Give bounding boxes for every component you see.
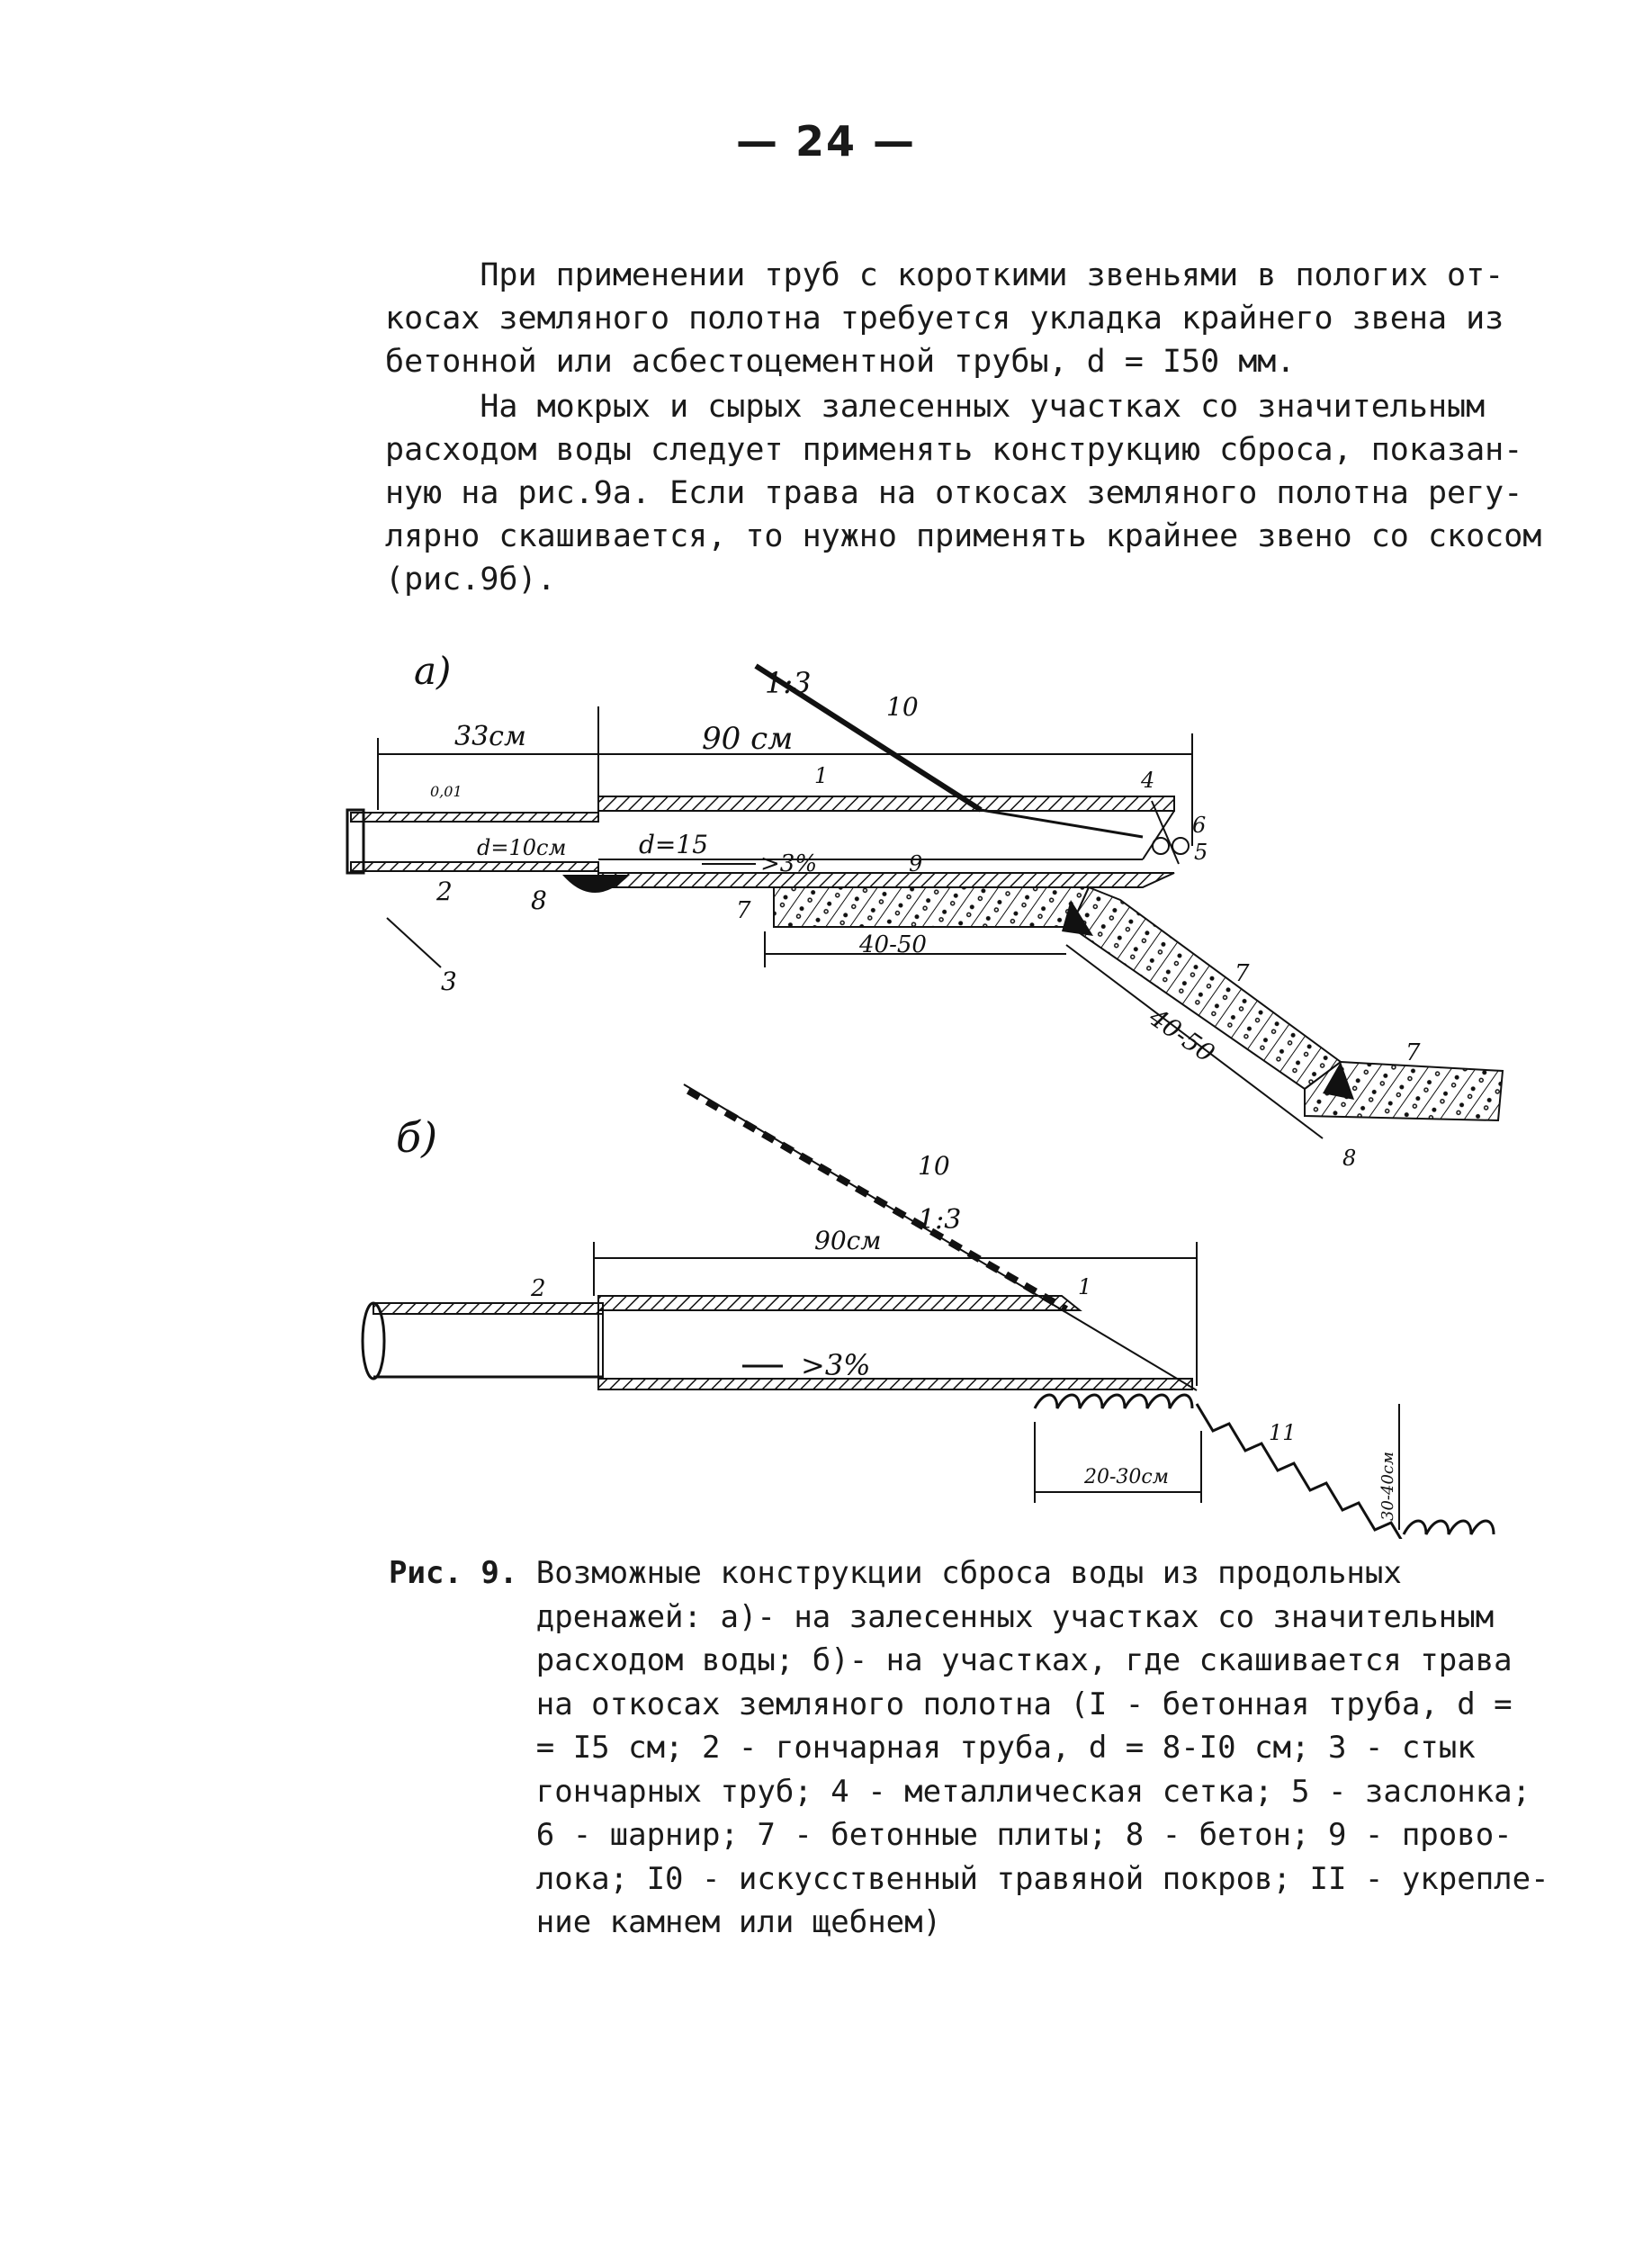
slope-label: 1:3 (765, 666, 812, 700)
dim-40-50-horizontal: 40-50 (859, 931, 927, 958)
page-number: — 24 — (735, 117, 917, 166)
dim-90: 90 см (702, 721, 794, 757)
d-left-label: d=10см (477, 835, 567, 860)
callout-1: 1 (814, 763, 829, 788)
callout-9: 9 (909, 851, 923, 877)
dim-20-30: 20-30см (1084, 1466, 1169, 1488)
text-line: расходом воды следует применять конструкцию сброса, показан- (385, 432, 1523, 468)
callout-8-lower: 8 (1342, 1146, 1357, 1171)
callout-1-b: 1 (1078, 1274, 1092, 1299)
callout-7-right: 7 (1405, 1039, 1421, 1066)
text-line: На мокрых и сырых залесенных участках со значительным (385, 389, 1486, 425)
callout-8: 8 (531, 886, 547, 915)
caption-lead: Рис. 9. (389, 1555, 518, 1591)
caption-line: на откосах земляного полотна (I - бетонная труба, d = (389, 1686, 1513, 1722)
paragraph-2 (385, 385, 1542, 601)
callout-4: 4 (1141, 768, 1155, 793)
clay-pipe-b (363, 1303, 603, 1379)
caption-line: = I5 см; 2 - гончарная труба, d = 8-I0 см; 3 - стык (389, 1730, 1476, 1766)
caption-line: расходом воды; б)- на участках, где скашивается трава (389, 1642, 1513, 1678)
callout-10: 10 (886, 692, 919, 722)
text-line: лярно скашивается, то нужно применять крайнее звено со скосом (385, 518, 1542, 554)
figure-a-label: а) (414, 649, 452, 693)
dim-30-40: 30-40см (1378, 1452, 1397, 1521)
dim-90-b: 90см (814, 1226, 882, 1255)
callout-7-slope: 7 (1235, 960, 1250, 987)
callout-10-b: 10 (918, 1151, 950, 1181)
concrete-pipe-b (598, 1296, 1192, 1390)
caption-line: Возможные конструкции сброса воды из продольных (517, 1555, 1402, 1591)
gradient-label-a: >3% (760, 850, 818, 877)
text-line: бетонной или асбестоцементной трубы, d = I50 мм. (385, 344, 1296, 380)
figure-b-label: б) (396, 1113, 438, 1162)
dim-001: 0,01 (430, 783, 462, 800)
callout-6: 6 (1192, 813, 1207, 838)
caption-line: лока; I0 - искусственный травяной покров; II - укрепле- (389, 1860, 1549, 1897)
figure-b (363, 1084, 1494, 1539)
slope-label-b: 1:3 (918, 1204, 962, 1236)
figure-caption (389, 1551, 1549, 1945)
callout-11: 11 (1269, 1420, 1297, 1445)
gradient-label-b: >3% (801, 1348, 871, 1382)
callout-3-leader (387, 918, 441, 967)
caption-line: гончарных труб; 4 - металлическая сетка; 5 - заслонка; (389, 1773, 1531, 1810)
callout-2-b: 2 (531, 1275, 546, 1302)
caption-line: ние камнем или щебнем) (389, 1904, 942, 1940)
callout-2: 2 (436, 877, 453, 906)
dim-40-50-slope: 40-50 (1143, 1002, 1221, 1069)
paragraph-1 (385, 254, 1504, 383)
text-line: (рис.9б). (385, 562, 556, 598)
callout-7-left: 7 (736, 897, 751, 924)
text-line: ную на рис.9а. Если трава на откосах земляного полотна регу- (385, 475, 1523, 511)
concrete-slabs-a (774, 887, 1503, 1120)
caption-line: 6 - шарнир; 7 - бетонные плиты; 8 - бетон; 9 - прово- (389, 1817, 1513, 1853)
text-line: При применении труб с короткими звеньями в пологих от- (385, 257, 1504, 293)
grass-slope-b (684, 1084, 1197, 1390)
figure-a (347, 649, 1503, 1171)
caption-line: дренажей: а)- на залесенных участках со значительным (389, 1598, 1495, 1635)
text-line: косах земляного полотна требуется укладка крайнего звена из (385, 301, 1504, 337)
dimension-lines-b (594, 1242, 1197, 1386)
d-right-label: d=15 (639, 830, 709, 859)
callout-3: 3 (441, 967, 457, 996)
figure-9-drawing (0, 630, 1652, 1539)
dim-33: 33см (454, 721, 526, 752)
callout-5: 5 (1194, 840, 1208, 865)
